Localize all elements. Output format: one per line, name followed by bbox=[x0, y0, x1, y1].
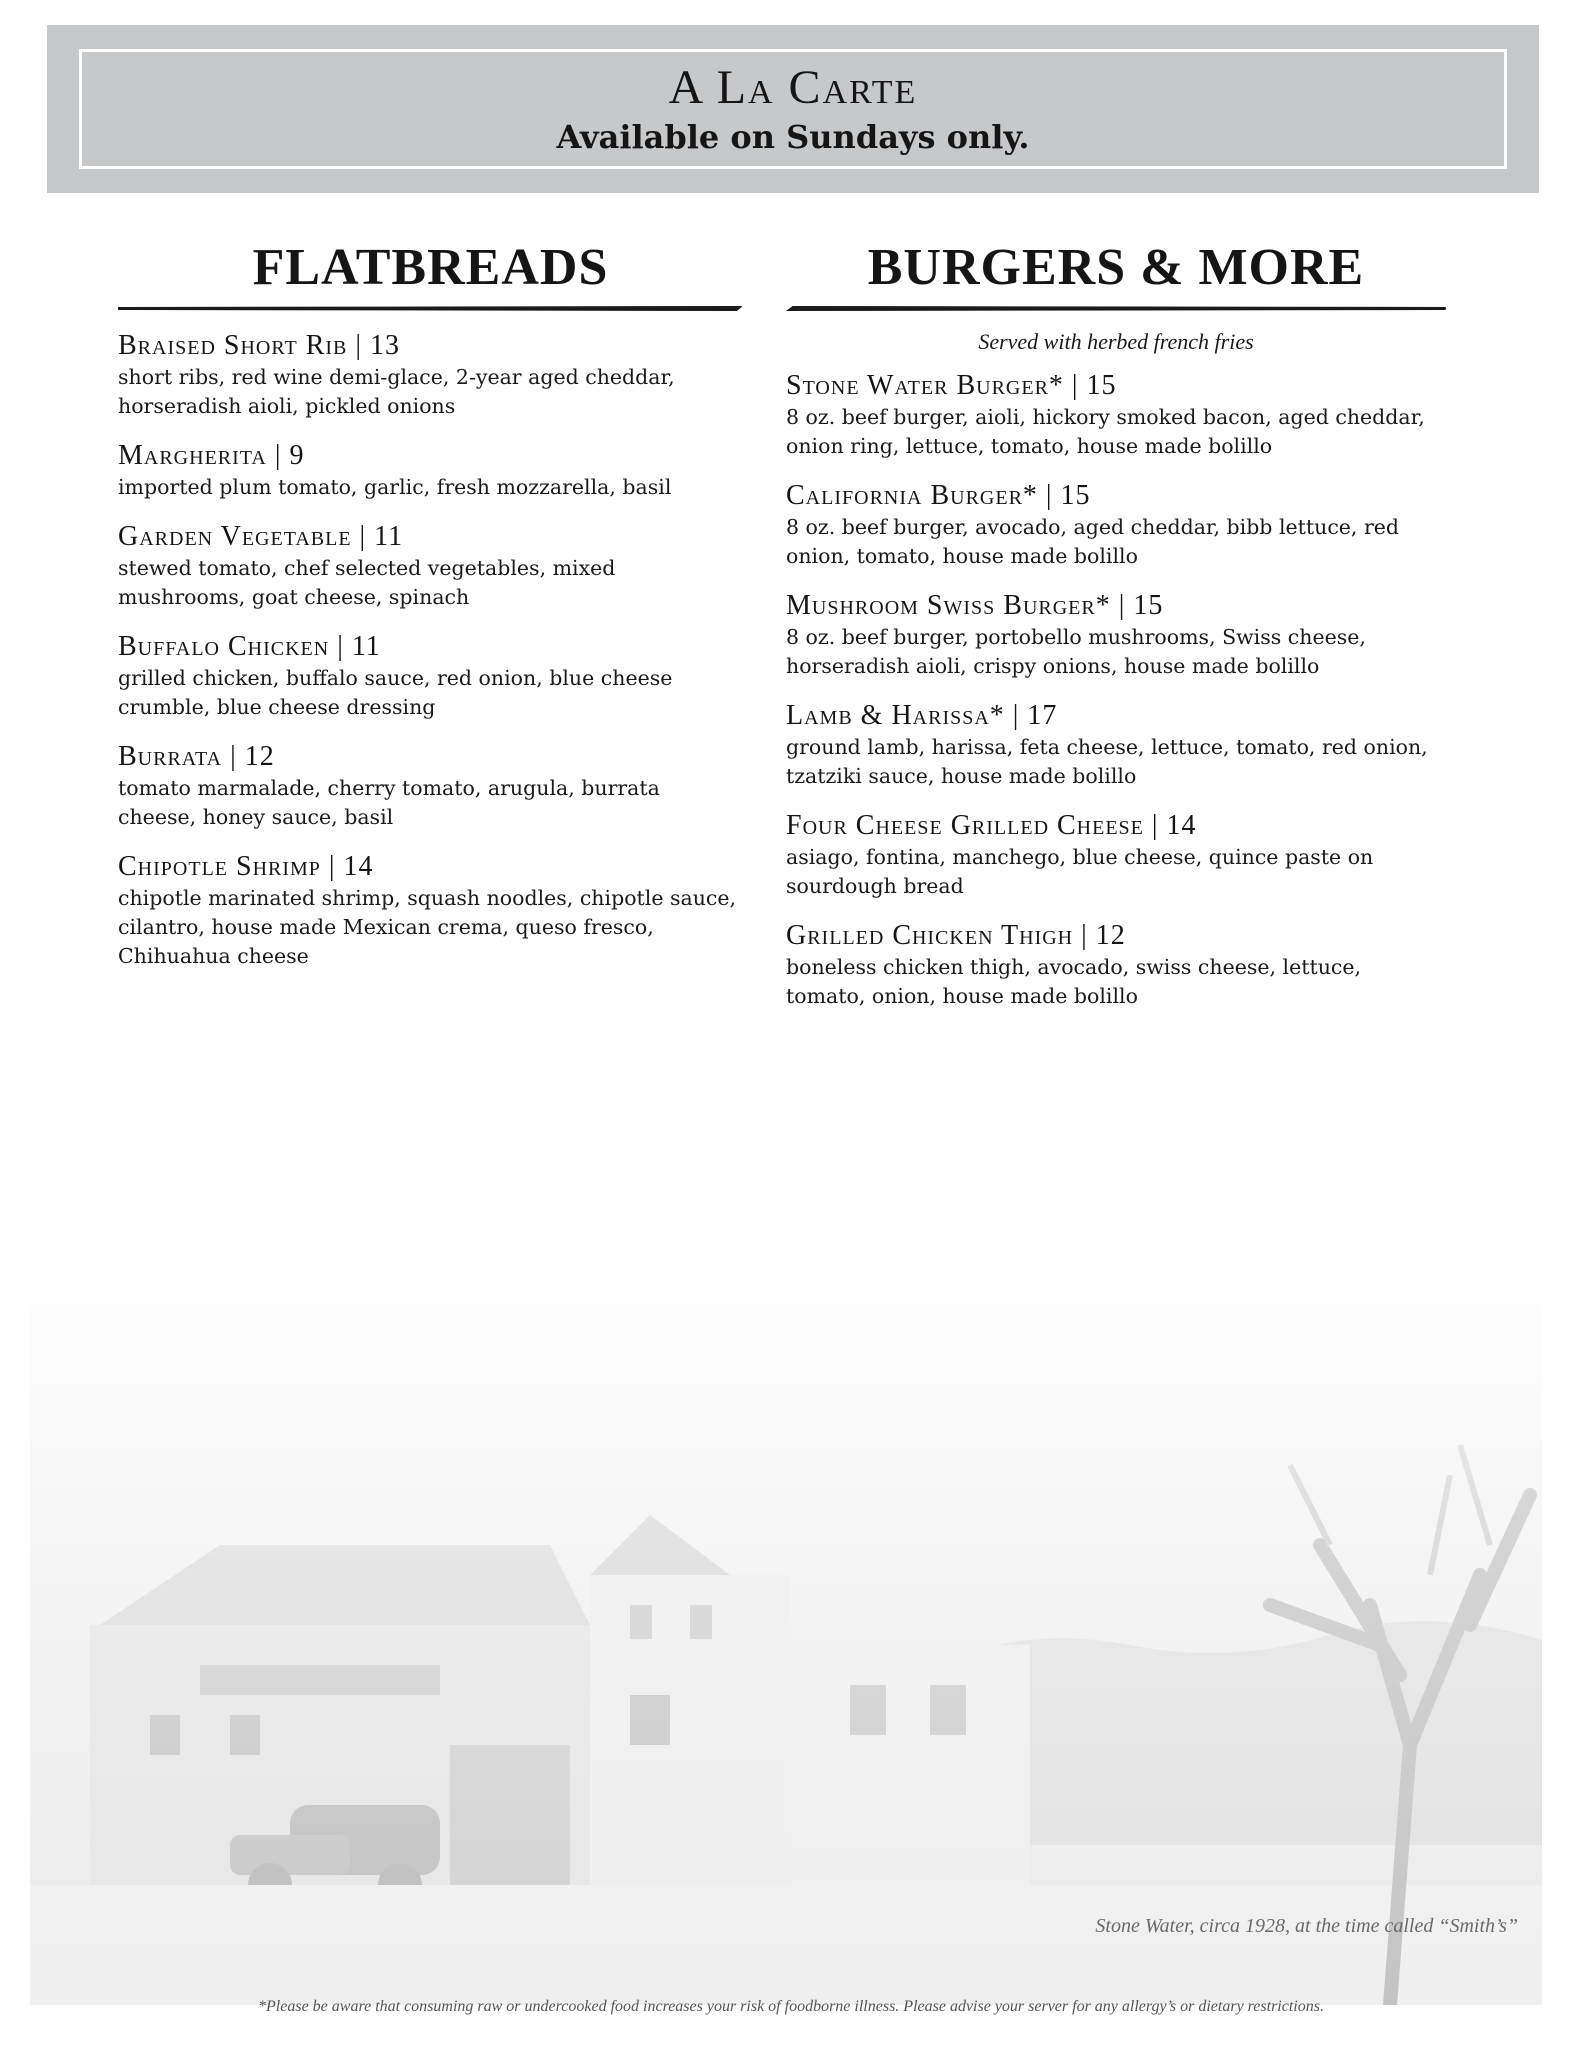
menu-item-description: tomato marmalade, cherry tomato, arugula, burrata cheese, honey sauce, basil bbox=[118, 776, 660, 829]
menu-item bbox=[118, 740, 743, 832]
menu-item bbox=[786, 699, 1446, 791]
flatbreads-divider bbox=[118, 306, 743, 311]
burgers-list bbox=[786, 369, 1446, 1011]
menu-item-name: Mushroom Swiss Burger* | 15 bbox=[786, 590, 1164, 621]
menu-item-name: California Burger* | 15 bbox=[786, 480, 1091, 511]
menu-item-name: Grilled Chicken Thigh | 12 bbox=[786, 920, 1126, 951]
menu-item bbox=[118, 439, 743, 502]
menu-item bbox=[118, 630, 743, 722]
menu-item-name: Braised Short Rib | 13 bbox=[118, 330, 400, 361]
flatbreads-list bbox=[118, 329, 743, 971]
menu-item-description: boneless chicken thigh, avocado, swiss cheese, lettuce, tomato, onion, house made bolillo bbox=[786, 955, 1362, 1008]
menu-item bbox=[786, 589, 1446, 681]
menu-item-name: Garden Vegetable | 11 bbox=[118, 521, 404, 552]
menu-item-description: asiago, fontina, manchego, blue cheese, quince paste on sourdough bread bbox=[786, 845, 1374, 898]
menu-item-name: Lamb & Harissa* | 17 bbox=[786, 700, 1058, 731]
menu-item-name: Burrata | 12 bbox=[118, 741, 275, 772]
menu-item-description: chipotle marinated shrimp, squash noodles, chipotle sauce, cilantro, house made Mexican crema, queso fresco, Chihuahua cheese bbox=[118, 886, 737, 968]
menu-item-description: 8 oz. beef burger, avocado, aged cheddar, bibb lettuce, red onion, tomato, house made bolillo bbox=[786, 515, 1400, 568]
menu-item bbox=[118, 850, 743, 971]
menu-item-description: 8 oz. beef burger, portobello mushrooms, Swiss cheese, horseradish aioli, crispy onions, house made bolillo bbox=[786, 625, 1366, 678]
menu-item-name: Buffalo Chicken | 11 bbox=[118, 631, 381, 662]
menu-item-name: Chipotle Shrimp | 14 bbox=[118, 851, 374, 882]
menu-item bbox=[786, 809, 1446, 901]
page-subtitle: Available on Sundays only. bbox=[556, 118, 1030, 156]
photo-caption: Stone Water, circa 1928, at the time called “Smith’s” bbox=[1095, 1915, 1518, 1937]
flatbreads-section bbox=[118, 236, 743, 989]
page-title: A La Carte bbox=[668, 61, 918, 114]
menu-item-description: stewed tomato, chef selected vegetables, mixed mushrooms, goat cheese, spinach bbox=[118, 556, 616, 609]
menu-item-description: imported plum tomato, garlic, fresh mozzarella, basil bbox=[118, 475, 672, 499]
menu-item-description: grilled chicken, buffalo sauce, red onion, blue cheese crumble, blue cheese dressing bbox=[118, 666, 673, 719]
historic-photo-image bbox=[30, 1245, 1542, 2005]
menu-item bbox=[118, 520, 743, 612]
menu-item-description: 8 oz. beef burger, aioli, hickory smoked bacon, aged cheddar, onion ring, lettuce, tomato, house made bolillo bbox=[786, 405, 1425, 458]
menu-item-name: Margherita | 9 bbox=[118, 440, 305, 471]
flatbreads-title: FLATBREADS bbox=[252, 239, 609, 296]
served-with-note: Served with herbed french fries bbox=[978, 329, 1254, 354]
menu-item bbox=[118, 329, 743, 421]
menu-item-description: ground lamb, harissa, feta cheese, lettuce, tomato, red onion, tzatziki sauce, house made bolillo bbox=[786, 735, 1428, 788]
menu-item-name: Stone Water Burger* | 15 bbox=[786, 370, 1117, 401]
food-safety-disclaimer: *Please be aware that consuming raw or undercooked food increases your risk of foodborne illness. Please advise your server for any allergy’s or dietary restrictions. bbox=[258, 1998, 1324, 2015]
menu-item bbox=[786, 919, 1446, 1011]
historic-building-photo bbox=[30, 1245, 1542, 2005]
burgers-divider bbox=[786, 306, 1446, 311]
menu-item bbox=[786, 369, 1446, 461]
header-frame bbox=[79, 49, 1507, 169]
burgers-section bbox=[786, 236, 1446, 1029]
menu-item bbox=[786, 479, 1446, 571]
menu-item-name: Four Cheese Grilled Cheese | 14 bbox=[786, 810, 1197, 841]
menu-item-description: short ribs, red wine demi-glace, 2-year aged cheddar, horseradish aioli, pickled onions bbox=[118, 365, 675, 418]
burgers-title: BURGERS & MORE bbox=[867, 239, 1365, 296]
header-banner bbox=[47, 25, 1539, 193]
